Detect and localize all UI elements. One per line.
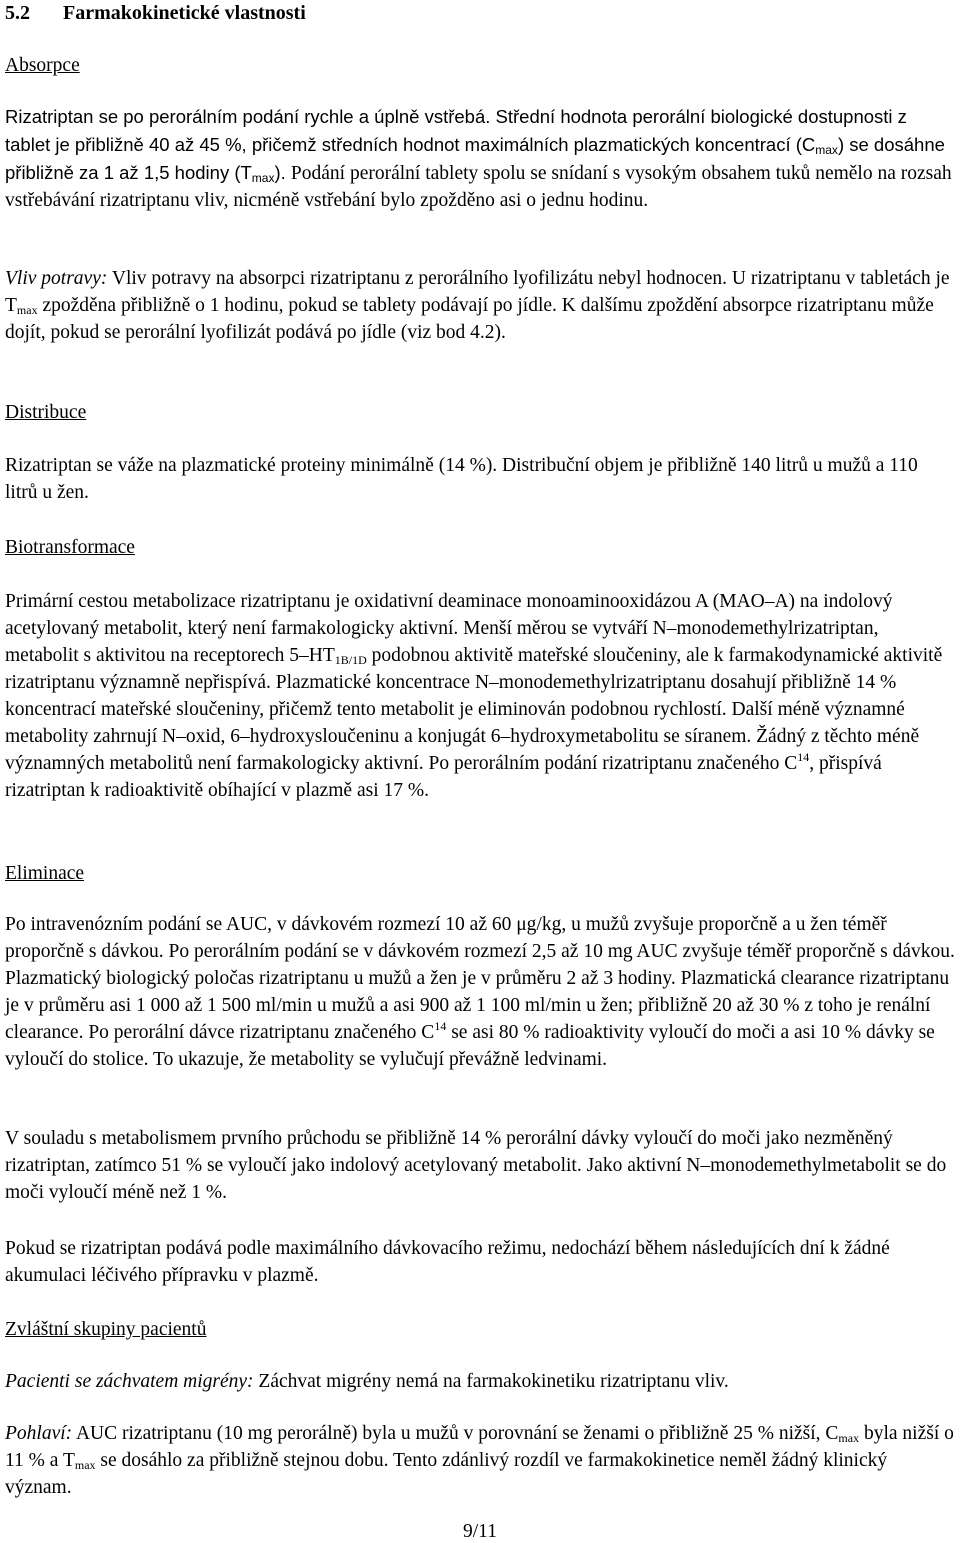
label-pohlavi: Pohlaví: bbox=[5, 1423, 73, 1444]
section-title: Farmakokinetické vlastnosti bbox=[63, 2, 306, 24]
subheading-eliminace: Eliminace bbox=[5, 863, 85, 884]
section-heading bbox=[5, 0, 306, 27]
paragraph-absorpce: Rizatriptan se po perorálním podání rychle a úplně vstřebá. Střední hodnota perorální biologické dostupnosti z tablet je přibližně 40 až 45 %, přičemž středních hodnot maximálních plazmatických koncentrací $(C_{max})$ se dosáhne přibližně za 1 až 1,5 hodiny $(T_{max})$. Podání perorální tablety spolu se snídaní s vysokým obsahem tuků nemělo na rozsah vstřebávání rizatriptanu vliv, nicméně vstřebání bylo zpožděno asi o jednu hodinu. bbox=[5, 106, 952, 211]
subheading-absorpce: Absorpce bbox=[5, 55, 80, 76]
paragraph-distribuce: Rizatriptan se váže na plazmatické proteiny minimálně (14 %). Distribuční objem je přibližně 140 litrů u mužů a 110 litrů u žen. bbox=[5, 455, 918, 503]
paragraph-eliminace-2: V souladu s metabolismem prvního průchodu se přibližně 14 % perorální dávky vyloučí do moči jako nezměněný rizatriptan, zatímco 51 % se vyloučí jako indolový acetylovaný metabolit. Jako aktivní N–monodemethylmetabolit se do moči vyloučí méně než 1 %. bbox=[5, 1128, 947, 1203]
label-vliv-potravy: Vliv potravy: bbox=[5, 268, 108, 289]
paragraph-biotransformace: Primární cestou metabolizace rizatriptanu je oxidativní deaminace monoaminooxidázou A (MAO–A) na indolový acetylovaný metabolit, který není farmakologicky aktivní. Menší měrou se vytváří N–monodemethylrizatriptan, metabolit s aktivitou na receptorech $5-HT_{1B/1D}$ podobnou aktivitě mateřské sloučeniny, ale k farmakodynamické aktivitě rizatriptanu významně nepřispívá. Plazmatické koncentrace N–monodemethylrizatriptanu dosahují přibližně 14 % koncentrací mateřské sloučeniny, přičemž tento metabolit je eliminován podobnou rychlostí. Další méně významné metabolity zahrnují N–oxid, 6–hydroxysloučeninu a konjugát 6–hydroxymetabolitu se síranem. Žádný z těchto méně významných metabolitů není farmakologicky aktivní. Po perorálním podání rizatriptanu značeného $C^{14}$, přispívá rizatriptan k radioaktivitě obíhající v plazmě asi 17 %. bbox=[5, 591, 943, 801]
subheading-zvlastni-skupiny: Zvláštní skupiny pacientů bbox=[5, 1319, 207, 1340]
label-pacienti-migrena: Pacienti se záchvatem migrény: bbox=[5, 1371, 254, 1392]
paragraph-eliminace-3: Pokud se rizatriptan podává podle maximálního dávkovacího režimu, nedochází během následujících dní k žádné akumulaci léčivého přípravku v plazmě. bbox=[5, 1238, 890, 1286]
paragraph-pacienti-migrena: Pacienti se záchvatem migrény: Záchvat migrény nemá na farmakokinetiku rizatriptanu vliv. bbox=[5, 1371, 729, 1392]
paragraph-vliv-potravy: Vliv potravy: Vliv potravy na absorpci rizatriptanu z perorálního lyofilizátu nebyl hodnocen. U rizatriptanu v tabletách je $T_{max}$ zpožděna přibližně o 1 hodinu, pokud se tablety podávají po jídle. K dalšímu zpoždění absorpce rizatriptanu může dojít, pokud se perorální lyofilizát podává po jídle (viz bod 4.2). bbox=[5, 268, 950, 343]
paragraph-eliminace-1: Po intravenózním podání se AUC, v dávkovém rozmezí 10 až 60 μg/kg, u mužů zvyšuje proporčně a u žen téměř proporčně s dávkou. Po perorálním podání se v dávkovém rozmezí 2,5 až 10 mg AUC zvyšuje téměř proporčně s dávkou. Plazmatický biologický poločas rizatriptanu u mužů a žen je v průměru 2 až 3 hodiny. Plazmatická clearance rizatriptanu je v průměru asi 1 000 až 1 500 ml/min u mužů a asi 900 až 1 100 ml/min u žen; přibližně 20 až 30 % z toho je renální clearance. Po perorální dávce rizatriptanu značeného $C^{14}$ se asi 80 % radioaktivity vyloučí do moči a asi 10 % dávky se vyloučí do stolice. To ukazuje, že metabolity se vylučují převážně ledvinami. bbox=[5, 914, 955, 1070]
section-number: 5.2 bbox=[5, 2, 30, 24]
subheading-biotransformace: Biotransformace bbox=[5, 537, 135, 558]
page-number: 9/11 bbox=[463, 1521, 497, 1542]
subheading-distribuce: Distribuce bbox=[5, 402, 87, 423]
paragraph-pohlavi: Pohlaví: AUC rizatriptanu (10 mg perorálně) byla u mužů v porovnání se ženami o přibližně 25 % nižší, $C_{max}$ byla nižší o 11 % a $T_{max}$ se dosáhlo za přibližně stejnou dobu. Tento zdánlivý rozdíl ve farmakokinetice neměl žádný klinický význam. bbox=[5, 1423, 954, 1498]
